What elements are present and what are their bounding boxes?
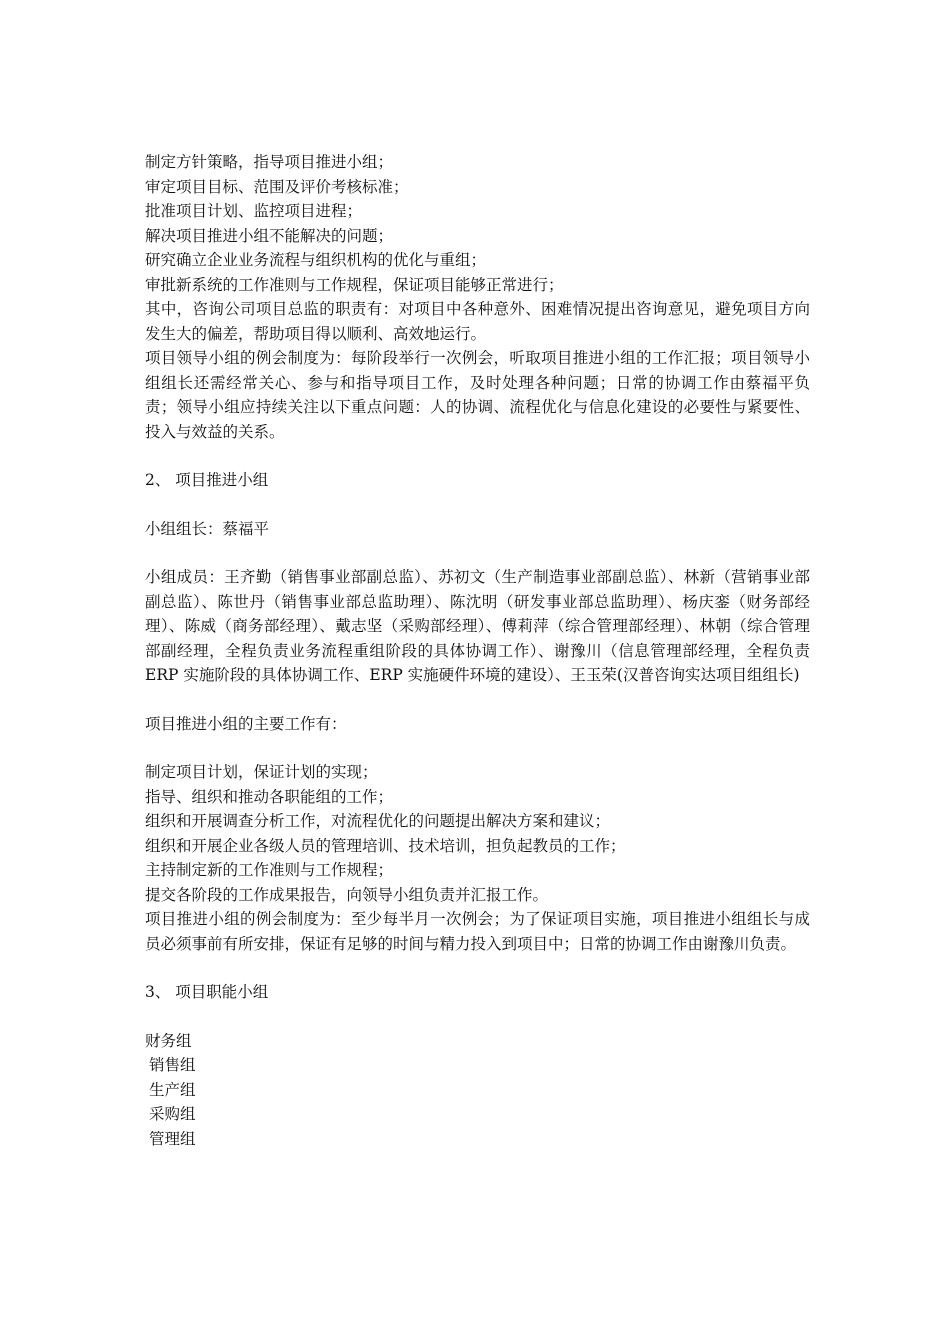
section-heading-functional-groups: 3、 项目职能小组 <box>145 983 269 1001</box>
list-item: 提交各阶段的工作成果报告，向领导小组负责并汇报工作。 <box>145 885 549 904</box>
list-item: 主持制定新的工作准则与工作规程； <box>145 861 394 879</box>
list-item: 组织和开展调查分析工作，对流程优化的问题提出解决方案和建议； <box>145 812 611 830</box>
functional-group-list <box>145 1029 810 1152</box>
section-heading-promotion-group: 2、 项目推进小组 <box>145 471 269 489</box>
list-item: 采购组 <box>149 1105 196 1123</box>
list-item: 制定项目计划，保证计划的实现； <box>145 763 378 781</box>
list-item: 制定方针策略，指导项目推进小组； <box>145 153 394 171</box>
group-members-paragraph: 小组成员：王齐勤（销售事业部副总监）、苏初文（生产制造事业部副总监）、林新（营销事业部副总监）、陈世丹（销售事业部总监助理）、陈沈明（研发事业部总监助理）、杨庆銮（财务部经理）、陈威（商务部经理）、戴志坚（采购部经理）、傅莉萍（综合管理部经理）、林朝（综合管理部副经理，全程负责业务流程重组阶段的具体协调工作）、谢豫川（信息管理部经理，全程负责 ERP 实施阶段的具体协调工作、ERP 实施硬件环境的建设）、王玉荣(汉普咨询实达项目组组长) <box>145 568 810 684</box>
document-page <box>145 150 810 1151</box>
list-item: 财务组 <box>145 1031 192 1050</box>
list-item: 审批新系统的工作准则与工作规程，保证项目能够正常进行； <box>145 275 564 294</box>
leadership-meeting-paragraph: 项目领导小组的例会制度为：每阶段举行一次例会，听取项目推进小组的工作汇报；项目领导小组组长还需经常关心、参与和指导项目工作，及时处理各种问题；日常的协调工作由蔡福平负责；领导小组应持续关注以下重点问题：人的协调、流程优化与信息化建设的必要性与紧要性、投入与效益的关系。 <box>145 349 810 441</box>
section1-task-list <box>145 150 810 297</box>
list-item: 生产组 <box>149 1080 196 1099</box>
section2-task-list <box>145 760 810 907</box>
group-leader-line: 小组组长：蔡福平 <box>145 519 270 538</box>
list-item: 指导、组织和推动各职能组的工作； <box>145 787 394 806</box>
consultant-duty-paragraph: 其中，咨询公司项目总监的职责有：对项目中各种意外、困难情况提出咨询意见，避免项目方向发生大的偏差，帮助项目得以顺利、高效地运行。 <box>145 300 810 343</box>
list-item: 审定项目目标、范围及评价考核标准； <box>145 177 409 196</box>
list-item: 管理组 <box>149 1129 196 1148</box>
work-intro-line: 项目推进小组的主要工作有： <box>145 714 347 733</box>
list-item: 解决项目推进小组不能解决的问题； <box>145 226 394 245</box>
list-item: 组织和开展企业各级人员的管理培训、技术培训，担负起教员的工作； <box>145 836 626 855</box>
list-item: 销售组 <box>149 1056 196 1074</box>
list-item: 批准项目计划、监控项目进程； <box>145 202 363 220</box>
promotion-meeting-paragraph: 项目推进小组的例会制度为：至少每半月一次例会；为了保证项目实施，项目推进小组组长与成员必须事前有所安排，保证有足够的时间与精力投入到项目中；日常的协调工作由谢豫川负责。 <box>145 910 810 953</box>
list-item: 研究确立企业业务流程与组织机构的优化与重组； <box>145 251 487 269</box>
